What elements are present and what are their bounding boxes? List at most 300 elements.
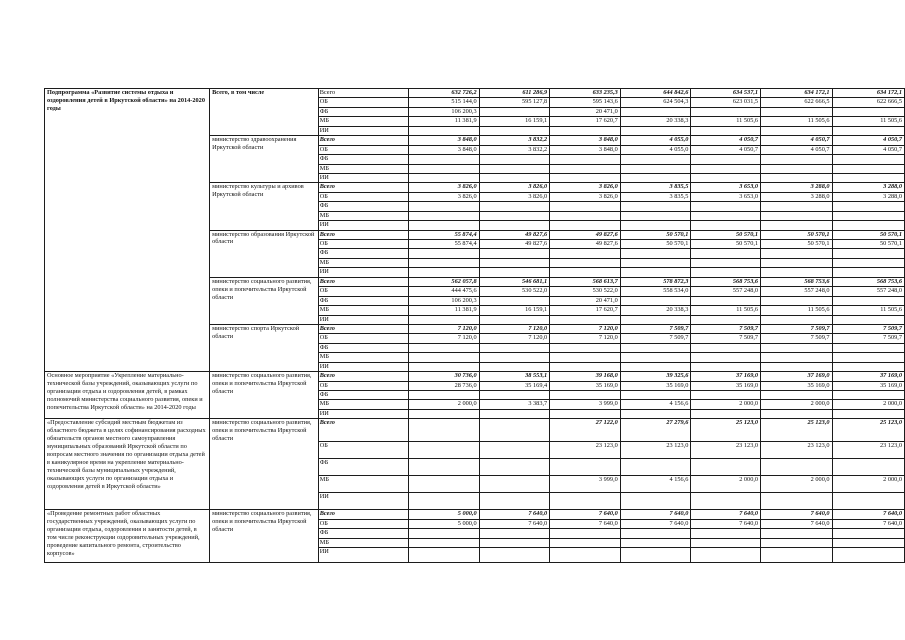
funding-source-cell: Всего: [318, 183, 408, 192]
amount-cell: [550, 459, 621, 476]
amount-cell: [761, 211, 832, 220]
amount-cell: [691, 268, 761, 277]
program-name-cell: Подпрограмма «Развитие системы отдыха и оздоровления детей в Иркутской области» на 2014-2020 годы: [45, 89, 210, 372]
amount-cell: 7 509,7: [691, 324, 761, 333]
amount-cell: [620, 353, 691, 362]
amount-cell: 7 640,0: [620, 510, 691, 519]
amount-cell: [479, 221, 550, 230]
amount-cell: [761, 493, 832, 510]
amount-cell: [691, 296, 761, 305]
amount-cell: [479, 476, 550, 493]
amount-cell: [620, 548, 691, 563]
amount-cell: [761, 173, 832, 182]
amount-cell: [761, 258, 832, 267]
amount-cell: 2 000,0: [691, 476, 761, 493]
amount-cell: 3 288,0: [832, 183, 904, 192]
amount-cell: [479, 493, 550, 510]
amount-cell: 7 120,0: [409, 334, 480, 343]
amount-cell: [550, 391, 621, 400]
amount-cell: [620, 493, 691, 510]
amount-cell: 7 509,7: [761, 334, 832, 343]
funding-source-cell: ОБ: [318, 192, 408, 201]
amount-cell: 622 666,5: [761, 98, 832, 107]
amount-cell: [550, 258, 621, 267]
amount-cell: [761, 391, 832, 400]
amount-cell: [550, 155, 621, 164]
funding-source-cell: Всего: [318, 510, 408, 519]
amount-cell: 3 835,5: [620, 192, 691, 201]
amount-cell: 557 248,0: [832, 287, 904, 296]
amount-cell: [409, 202, 480, 211]
amount-cell: [832, 249, 904, 258]
funding-source-cell: ИИ: [318, 493, 408, 510]
amount-cell: [550, 343, 621, 352]
funding-source-cell: ФБ: [318, 107, 408, 116]
amount-cell: 595 143,6: [550, 98, 621, 107]
amount-cell: [691, 249, 761, 258]
amount-cell: [761, 126, 832, 135]
amount-cell: [479, 362, 550, 371]
amount-cell: [550, 529, 621, 538]
amount-cell: [832, 126, 904, 135]
amount-cell: [761, 538, 832, 547]
funding-source-cell: ОБ: [318, 442, 408, 459]
table-row: [45, 89, 905, 98]
amount-cell: 634 172,1: [832, 89, 904, 98]
amount-cell: [620, 211, 691, 220]
program-name-cell: «Проведение ремонтных работ областных государственных учреждений, оказывающих услуги по организации отдыха, оздоровления и занятости детей, в том числе реконструкции оздоровительных учреждений, проведение капитального ремонта, строительство корпусов»: [45, 510, 210, 563]
amount-cell: 3 826,0: [409, 192, 480, 201]
amount-cell: [620, 315, 691, 324]
amount-cell: 50 570,1: [620, 240, 691, 249]
amount-cell: 530 522,0: [550, 287, 621, 296]
amount-cell: 25 123,0: [832, 419, 904, 442]
amount-cell: 7 509,7: [620, 334, 691, 343]
amount-cell: [691, 202, 761, 211]
amount-cell: 623 031,5: [691, 98, 761, 107]
amount-cell: [479, 529, 550, 538]
amount-cell: 3 826,0: [479, 183, 550, 192]
amount-cell: [479, 164, 550, 173]
amount-cell: 106 200,3: [409, 296, 480, 305]
amount-cell: [550, 126, 621, 135]
amount-cell: 3 826,0: [550, 192, 621, 201]
amount-cell: 11 381,9: [409, 306, 480, 315]
funding-source-cell: ОБ: [318, 519, 408, 528]
amount-cell: [479, 202, 550, 211]
amount-cell: [550, 353, 621, 362]
funding-source-cell: МБ: [318, 258, 408, 267]
amount-cell: [620, 164, 691, 173]
amount-cell: [409, 391, 480, 400]
amount-cell: [761, 249, 832, 258]
amount-cell: [409, 362, 480, 371]
amount-cell: 11 381,9: [409, 117, 480, 126]
amount-cell: 20 471,0: [550, 107, 621, 116]
funding-source-cell: МБ: [318, 353, 408, 362]
amount-cell: [409, 459, 480, 476]
funding-source-cell: ФБ: [318, 459, 408, 476]
amount-cell: 37 169,0: [691, 372, 761, 381]
amount-cell: 4 050,7: [691, 136, 761, 145]
program-name-cell: «Предоставление субсидий местным бюджетам из областного бюджета в целях софинансирования расходных обязательств органов местного самоуправления муниципальных образований Иркутской области по вопросам местного значения по организации отдыха детей в каникулярное время на укрепление материально-технической базы муниципальных учреждений, оказывающих услуги по организации отдыха и оздоровления детей в Иркутской области»: [45, 419, 210, 510]
amount-cell: [691, 391, 761, 400]
amount-cell: 3 835,5: [620, 183, 691, 192]
funding-source-cell: ОБ: [318, 287, 408, 296]
amount-cell: [479, 343, 550, 352]
amount-cell: [620, 221, 691, 230]
amount-cell: 2 000,0: [691, 400, 761, 409]
amount-cell: 444 475,6: [409, 287, 480, 296]
amount-cell: 35 169,0: [761, 381, 832, 390]
amount-cell: [832, 409, 904, 418]
responsible-cell: министерство социального развития, опеки и попечительства Иркутской области: [210, 419, 319, 510]
amount-cell: 595 127,8: [479, 98, 550, 107]
amount-cell: 3 848,0: [550, 136, 621, 145]
amount-cell: [832, 493, 904, 510]
amount-cell: [761, 459, 832, 476]
amount-cell: [832, 268, 904, 277]
amount-cell: [409, 442, 480, 459]
amount-cell: 3 288,0: [832, 192, 904, 201]
amount-cell: 4 156,6: [620, 400, 691, 409]
amount-cell: [409, 268, 480, 277]
funding-source-cell: Всего: [318, 277, 408, 286]
amount-cell: 3 832,2: [479, 136, 550, 145]
amount-cell: 16 159,1: [479, 117, 550, 126]
amount-cell: 55 874,4: [409, 230, 480, 239]
amount-cell: 558 534,0: [620, 287, 691, 296]
amount-cell: 4 050,7: [761, 136, 832, 145]
amount-cell: 7 640,0: [550, 510, 621, 519]
amount-cell: [691, 538, 761, 547]
amount-cell: 35 169,0: [691, 381, 761, 390]
amount-cell: [832, 211, 904, 220]
amount-cell: [691, 315, 761, 324]
amount-cell: 50 570,1: [691, 230, 761, 239]
amount-cell: [832, 529, 904, 538]
amount-cell: 11 505,6: [761, 306, 832, 315]
amount-cell: 39 168,0: [550, 372, 621, 381]
amount-cell: 2 000,0: [409, 400, 480, 409]
amount-cell: [761, 343, 832, 352]
funding-source-cell: ОБ: [318, 381, 408, 390]
amount-cell: 106 200,3: [409, 107, 480, 116]
amount-cell: [761, 362, 832, 371]
amount-cell: 633 235,3: [550, 89, 621, 98]
amount-cell: [409, 173, 480, 182]
amount-cell: [479, 315, 550, 324]
amount-cell: [550, 493, 621, 510]
budget-table-body: [45, 89, 905, 563]
funding-source-cell: МБ: [318, 538, 408, 547]
amount-cell: 578 872,3: [620, 277, 691, 286]
amount-cell: [832, 391, 904, 400]
amount-cell: [409, 409, 480, 418]
amount-cell: 4 156,6: [620, 476, 691, 493]
amount-cell: 23 123,0: [832, 442, 904, 459]
amount-cell: [761, 268, 832, 277]
amount-cell: [479, 173, 550, 182]
amount-cell: [479, 107, 550, 116]
responsible-cell: министерство социального развития, опеки и попечительства Иркутской области: [210, 277, 319, 324]
amount-cell: [620, 202, 691, 211]
amount-cell: 3 832,2: [479, 145, 550, 154]
amount-cell: [620, 107, 691, 116]
amount-cell: [409, 155, 480, 164]
funding-source-cell: МБ: [318, 211, 408, 220]
amount-cell: [691, 548, 761, 563]
amount-cell: 23 123,0: [691, 442, 761, 459]
amount-cell: [409, 493, 480, 510]
amount-cell: 50 570,1: [620, 230, 691, 239]
amount-cell: [550, 409, 621, 418]
funding-source-cell: Всего: [318, 372, 408, 381]
responsible-cell: министерство культуры и архивов Иркутской области: [210, 183, 319, 230]
amount-cell: 3 848,0: [409, 145, 480, 154]
amount-cell: [550, 538, 621, 547]
funding-source-cell: ОБ: [318, 98, 408, 107]
amount-cell: [620, 343, 691, 352]
responsible-cell: министерство спорта Иркутской области: [210, 324, 319, 371]
amount-cell: 50 570,1: [761, 240, 832, 249]
amount-cell: [691, 529, 761, 538]
amount-cell: [691, 258, 761, 267]
funding-source-cell: ФБ: [318, 529, 408, 538]
funding-source-cell: Всего: [318, 324, 408, 333]
amount-cell: [479, 249, 550, 258]
amount-cell: [479, 548, 550, 563]
amount-cell: [832, 362, 904, 371]
amount-cell: 49 827,6: [479, 230, 550, 239]
budget-table: [44, 88, 905, 563]
funding-source-cell: ИИ: [318, 173, 408, 182]
amount-cell: 50 570,1: [691, 240, 761, 249]
amount-cell: 644 842,6: [620, 89, 691, 98]
amount-cell: [550, 268, 621, 277]
amount-cell: [691, 221, 761, 230]
amount-cell: [761, 107, 832, 116]
amount-cell: 37 169,0: [832, 372, 904, 381]
amount-cell: 49 827,6: [479, 240, 550, 249]
amount-cell: [761, 315, 832, 324]
amount-cell: 568 613,7: [550, 277, 621, 286]
amount-cell: [832, 353, 904, 362]
amount-cell: 3 288,0: [761, 192, 832, 201]
amount-cell: 55 874,4: [409, 240, 480, 249]
amount-cell: [691, 493, 761, 510]
amount-cell: 7 640,0: [479, 510, 550, 519]
amount-cell: 27 279,6: [620, 419, 691, 442]
amount-cell: [620, 296, 691, 305]
amount-cell: 4 050,7: [691, 145, 761, 154]
amount-cell: 35 169,0: [550, 381, 621, 390]
amount-cell: [550, 221, 621, 230]
funding-source-cell: ОБ: [318, 240, 408, 249]
amount-cell: [832, 107, 904, 116]
amount-cell: [691, 409, 761, 418]
amount-cell: 23 123,0: [550, 442, 621, 459]
amount-cell: 38 553,1: [479, 372, 550, 381]
table-row: [45, 419, 905, 442]
funding-source-cell: ФБ: [318, 343, 408, 352]
amount-cell: 30 736,0: [409, 372, 480, 381]
amount-cell: [832, 315, 904, 324]
amount-cell: [761, 548, 832, 563]
amount-cell: 515 144,0: [409, 98, 480, 107]
amount-cell: [691, 164, 761, 173]
amount-cell: [550, 315, 621, 324]
amount-cell: 23 123,0: [620, 442, 691, 459]
amount-cell: 7 640,0: [832, 519, 904, 528]
amount-cell: 17 620,7: [550, 117, 621, 126]
amount-cell: [479, 391, 550, 400]
amount-cell: [620, 173, 691, 182]
amount-cell: [761, 202, 832, 211]
amount-cell: 3 653,0: [691, 183, 761, 192]
amount-cell: 5 000,0: [409, 519, 480, 528]
amount-cell: [832, 459, 904, 476]
table-row: [45, 372, 905, 381]
amount-cell: 35 169,4: [479, 381, 550, 390]
amount-cell: 7 640,0: [691, 510, 761, 519]
amount-cell: 7 509,7: [832, 334, 904, 343]
amount-cell: [409, 164, 480, 173]
funding-source-cell: ФБ: [318, 391, 408, 400]
responsible-cell: министерство здравоохранения Иркутской области: [210, 136, 319, 183]
amount-cell: 11 505,6: [832, 117, 904, 126]
amount-cell: 25 123,0: [691, 419, 761, 442]
amount-cell: 622 666,5: [832, 98, 904, 107]
amount-cell: 50 570,1: [761, 230, 832, 239]
amount-cell: 25 123,0: [761, 419, 832, 442]
amount-cell: 11 505,6: [691, 306, 761, 315]
amount-cell: 3 288,0: [761, 183, 832, 192]
amount-cell: [761, 296, 832, 305]
funding-source-cell: ИИ: [318, 268, 408, 277]
amount-cell: 17 620,7: [550, 306, 621, 315]
amount-cell: 50 570,1: [832, 230, 904, 239]
amount-cell: [620, 249, 691, 258]
amount-cell: [479, 296, 550, 305]
amount-cell: [832, 164, 904, 173]
responsible-cell: министерство социального развития, опеки и попечительства Иркутской области: [210, 372, 319, 419]
amount-cell: [832, 296, 904, 305]
program-name-cell: Основное мероприятие «Укрепление материально-технической базы учреждений, оказывающих услуги по организации отдыха и оздоровления детей, в рамках полномочий министерства социального развития, опеки и попечительства Иркутской области» на 2014-2020 годы: [45, 372, 210, 419]
funding-source-cell: ФБ: [318, 202, 408, 211]
amount-cell: 16 159,1: [479, 306, 550, 315]
funding-source-cell: ИИ: [318, 315, 408, 324]
amount-cell: 7 120,0: [550, 324, 621, 333]
funding-source-cell: Всего: [318, 419, 408, 442]
funding-source-cell: МБ: [318, 164, 408, 173]
funding-source-cell: МБ: [318, 117, 408, 126]
amount-cell: [409, 126, 480, 135]
amount-cell: 3 999,0: [550, 476, 621, 493]
amount-cell: 4 050,7: [832, 136, 904, 145]
amount-cell: [691, 126, 761, 135]
amount-cell: [409, 419, 480, 442]
amount-cell: 634 172,1: [761, 89, 832, 98]
amount-cell: [620, 268, 691, 277]
amount-cell: 20 338,3: [620, 117, 691, 126]
amount-cell: [761, 155, 832, 164]
amount-cell: [550, 164, 621, 173]
amount-cell: [761, 221, 832, 230]
funding-source-cell: МБ: [318, 306, 408, 315]
amount-cell: [409, 529, 480, 538]
amount-cell: [479, 409, 550, 418]
amount-cell: [479, 268, 550, 277]
responsible-cell: Всего, в том числе: [210, 89, 319, 136]
amount-cell: [620, 258, 691, 267]
amount-cell: 3 826,0: [550, 183, 621, 192]
amount-cell: [761, 353, 832, 362]
amount-cell: 11 505,6: [691, 117, 761, 126]
amount-cell: [409, 249, 480, 258]
amount-cell: [479, 258, 550, 267]
amount-cell: 3 826,0: [479, 192, 550, 201]
amount-cell: 557 248,0: [761, 287, 832, 296]
amount-cell: [761, 409, 832, 418]
funding-source-cell: ФБ: [318, 155, 408, 164]
amount-cell: 2 000,0: [761, 400, 832, 409]
amount-cell: 5 000,0: [409, 510, 480, 519]
amount-cell: 562 057,8: [409, 277, 480, 286]
amount-cell: [550, 173, 621, 182]
amount-cell: 2 000,0: [761, 476, 832, 493]
amount-cell: [620, 409, 691, 418]
amount-cell: 3 653,0: [691, 192, 761, 201]
amount-cell: [691, 173, 761, 182]
amount-cell: [479, 126, 550, 135]
amount-cell: [409, 258, 480, 267]
amount-cell: 4 050,7: [832, 145, 904, 154]
funding-source-cell: МБ: [318, 476, 408, 493]
amount-cell: 7 509,7: [691, 334, 761, 343]
amount-cell: [832, 202, 904, 211]
amount-cell: 20 338,3: [620, 306, 691, 315]
amount-cell: [761, 164, 832, 173]
amount-cell: 4 050,7: [761, 145, 832, 154]
amount-cell: [691, 362, 761, 371]
amount-cell: [691, 211, 761, 220]
amount-cell: 7 120,0: [409, 324, 480, 333]
amount-cell: 4 055,0: [620, 145, 691, 154]
amount-cell: 568 753,6: [761, 277, 832, 286]
amount-cell: [832, 155, 904, 164]
amount-cell: [550, 548, 621, 563]
amount-cell: 3 848,0: [550, 145, 621, 154]
amount-cell: [832, 258, 904, 267]
funding-source-cell: ФБ: [318, 296, 408, 305]
funding-source-cell: ИИ: [318, 126, 408, 135]
amount-cell: [409, 476, 480, 493]
amount-cell: [691, 155, 761, 164]
funding-source-cell: МБ: [318, 400, 408, 409]
amount-cell: 530 522,0: [479, 287, 550, 296]
funding-source-cell: ФБ: [318, 249, 408, 258]
amount-cell: 7 640,0: [761, 510, 832, 519]
amount-cell: [620, 126, 691, 135]
funding-source-cell: ОБ: [318, 145, 408, 154]
amount-cell: [479, 211, 550, 220]
amount-cell: 7 120,0: [550, 334, 621, 343]
amount-cell: 3 383,7: [479, 400, 550, 409]
amount-cell: 557 248,0: [691, 287, 761, 296]
amount-cell: 3 999,0: [550, 400, 621, 409]
amount-cell: [832, 221, 904, 230]
